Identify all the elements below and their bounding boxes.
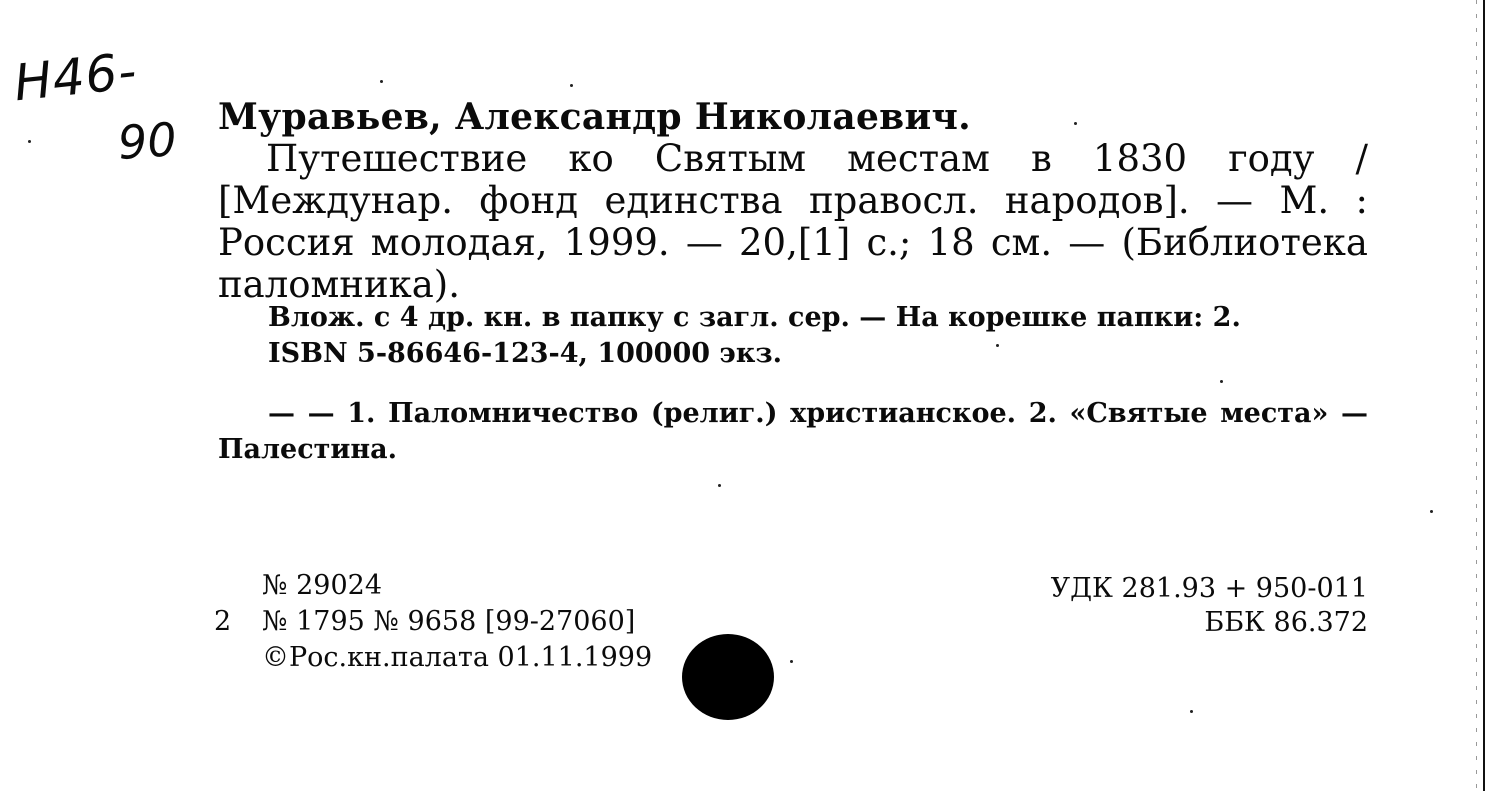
author-heading: Муравьев, Александр Николаевич. bbox=[218, 96, 971, 138]
registry-number-1: № 29024 bbox=[262, 570, 383, 601]
scan-speck bbox=[718, 484, 721, 487]
chamber-date: ©Рос.кн.палата 01.11.1999 bbox=[262, 642, 653, 673]
scan-speck bbox=[790, 660, 793, 663]
notes-block bbox=[268, 300, 1241, 372]
isbn-line: ISBN 5-86646-123-4, 100000 экз. bbox=[268, 338, 783, 369]
copy-count: 2 bbox=[214, 606, 232, 637]
scan-speck bbox=[1190, 710, 1193, 713]
registry-number-2: № 1795 № 9658 [99-27060] bbox=[262, 606, 636, 637]
registry-numbers bbox=[262, 568, 652, 676]
title-description: Путешествие ко Святым местам в 1830 году / [Междунар. фонд единства правосл. народов]. — М. : Россия молодая, 1999. — 20,[1] с.; 18 см. — (Библиотека паломника). bbox=[218, 137, 1368, 306]
scan-speck bbox=[380, 80, 383, 83]
punch-hole bbox=[682, 634, 774, 720]
scan-speck bbox=[1220, 380, 1223, 383]
classification-block bbox=[1051, 572, 1368, 640]
subject-headings: — — 1. Паломничество (религ.) христианское. 2. «Святые места» — Палестина. bbox=[218, 398, 1368, 465]
scan-speck bbox=[1074, 122, 1077, 125]
scan-speck bbox=[1430, 510, 1433, 513]
handwritten-shelfmark: Н46- bbox=[11, 41, 140, 113]
handwritten-shelfmark-number: 90 bbox=[116, 112, 179, 170]
scan-speck bbox=[28, 140, 31, 143]
note-line: Влож. с 4 др. кн. в папку с загл. сер. — На корешке папки: 2. bbox=[268, 302, 1241, 333]
scan-speck bbox=[996, 344, 999, 347]
bbk-index: ББК 86.372 bbox=[1204, 607, 1368, 638]
scan-speck bbox=[570, 84, 573, 87]
card-edge-line bbox=[1483, 0, 1485, 791]
udc-index: УДК 281.93 + 950-011 bbox=[1050, 573, 1368, 604]
card-edge-dotted-line bbox=[1476, 0, 1477, 791]
